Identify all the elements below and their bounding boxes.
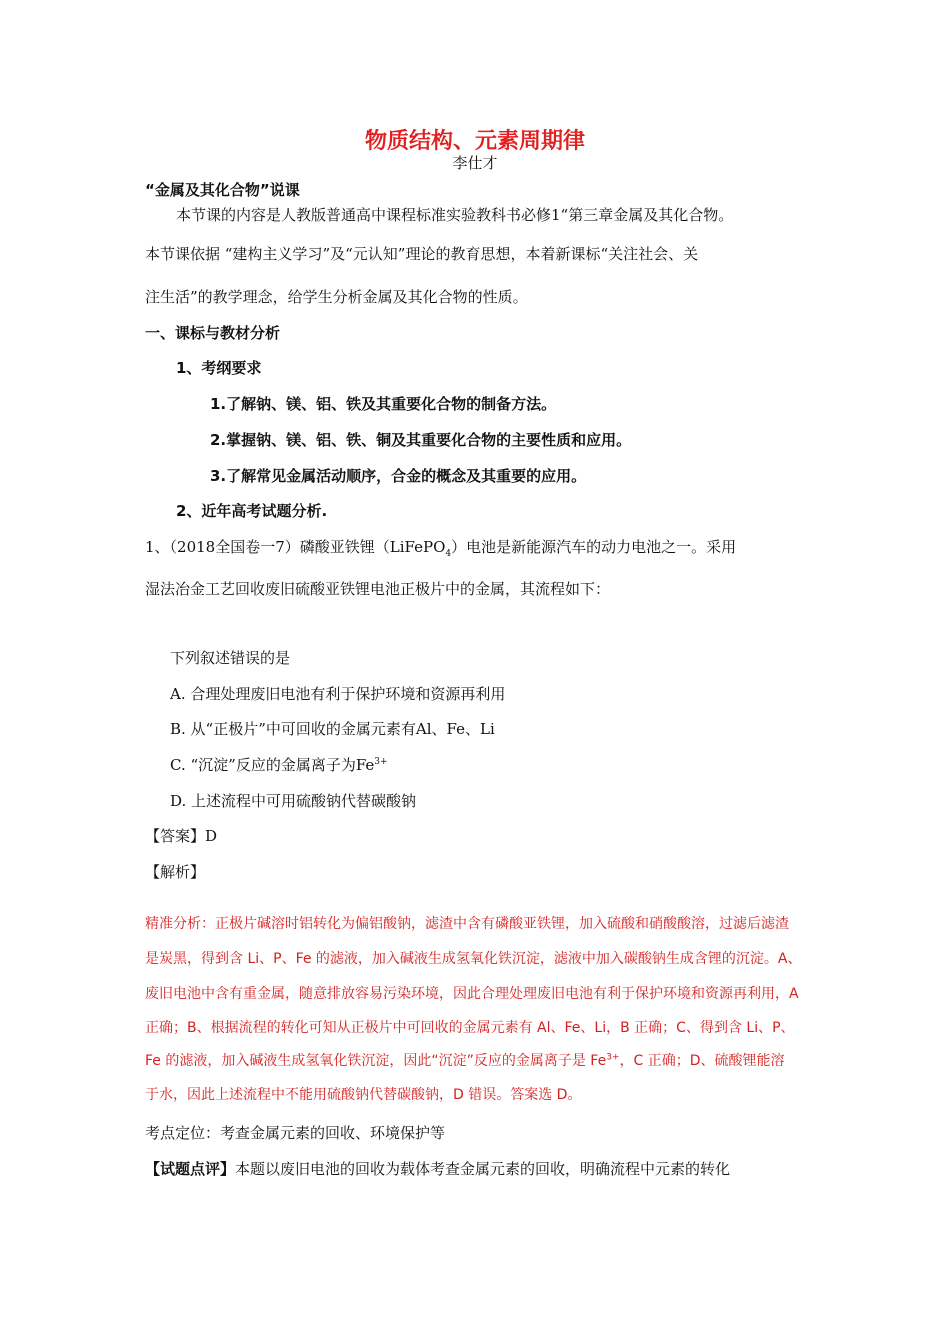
intro-line-1: 本节课的内容是人教版普通高中课程标准实验教科书必修1“第三章金属及其化合物。 <box>176 206 734 224</box>
sub1-heading: 1、考纲要求 <box>176 359 262 377</box>
option-c: C. “沉淀”反应的金属离子为$Fe^{3+}$ <box>170 756 388 774</box>
question-line-2: 湿法冶金工艺回收废旧硫酸亚铁锂电池正极片中的金属，其流程如下： <box>145 580 611 598</box>
analysis-line-5: Fe 的滤液，加入碱液生成氢氧化铁沉淀，因此“沉淀”反应的金属离子是 $Fe^{3+}$，C 正确；D、硫酸锂能溶 <box>145 1052 785 1069</box>
document-title: 物质结构、元素周期律 <box>364 129 585 154</box>
requirement-1: 1.了解钠、镁、铝、铁及其重要化合物的制备方法。 <box>210 395 557 413</box>
comment-line: 【试题点评】本题以废旧电池的回收为载体考查金属元素的回收，明确流程中元素的转化 <box>145 1160 731 1178</box>
section-heading: “金属及其化合物”说课 <box>145 181 300 199</box>
analysis-line-2: 是炭黑，得到含 Li、P、Fe 的滤液，加入碱液生成氢氧化铁沉淀，滤液中加入碳酸钠生成含锂的沉淀。A、 <box>145 951 802 967</box>
analysis-line-3: 废旧电池中含有重金属，随意排放容易污染环境，因此合理处理废旧电池有利于保护环境和资源再利用，A <box>145 986 799 1002</box>
option-a: A. 合理处理废旧电池有利于保护环境和资源再利用 <box>170 685 506 703</box>
option-b: B. 从“正极片”中可回收的金属元素有Al、Fe、Li <box>170 720 495 738</box>
answer-label: 【答案】D <box>145 827 218 845</box>
analysis-line-4: 正确；B、根据流程的转化可知从正极片中可回收的金属元素有 Al、Fe、Li，B 正确；C、得到含 Li、P、 <box>145 1020 795 1036</box>
requirement-2: 2.掌握钠、镁、铝、铁、铜及其重要化合物的主要性质和应用。 <box>210 431 632 449</box>
sub2-heading: 2、近年高考试题分析. <box>176 502 328 520</box>
intro-line-2: 本节课依据 “建构主义学习”及“元认知”理论的教育思想，本着新课标“关注社会、关 <box>145 245 699 263</box>
analysis-line-6: 于水，因此上述流程中不能用硫酸钠代替碳酸钠，D 错误。答案选 D。 <box>145 1087 582 1103</box>
question-line-1: 1、（2018全国卷一7）磷酸亚铁锂（LiFePO$_4$）电池是新能源汽车的动力电池之一。采用 <box>145 538 737 559</box>
requirement-3: 3.了解常见金属活动顺序，合金的概念及其重要的应用。 <box>210 467 587 485</box>
intro-line-3: 注生活”的教学理念，给学生分析金属及其化合物的性质。 <box>145 288 528 306</box>
question-prompt: 下列叙述错误的是 <box>170 649 291 667</box>
key-point: 考点定位：考查金属元素的回收、环境保护等 <box>145 1124 446 1142</box>
analysis-label: 【解析】 <box>145 863 206 881</box>
option-d: D. 上述流程中可用硫酸钠代替碳酸钠 <box>170 792 417 810</box>
analysis-line-1: 精准分析：正极片碱溶时铝转化为偏铝酸钠，滤渣中含有磷酸亚铁锂，加入硫酸和硝酸酸溶，过滤后滤渣 <box>145 916 789 932</box>
author-name: 李仕才 <box>452 154 498 172</box>
part1-heading: 一、课标与教材分析 <box>145 324 281 342</box>
